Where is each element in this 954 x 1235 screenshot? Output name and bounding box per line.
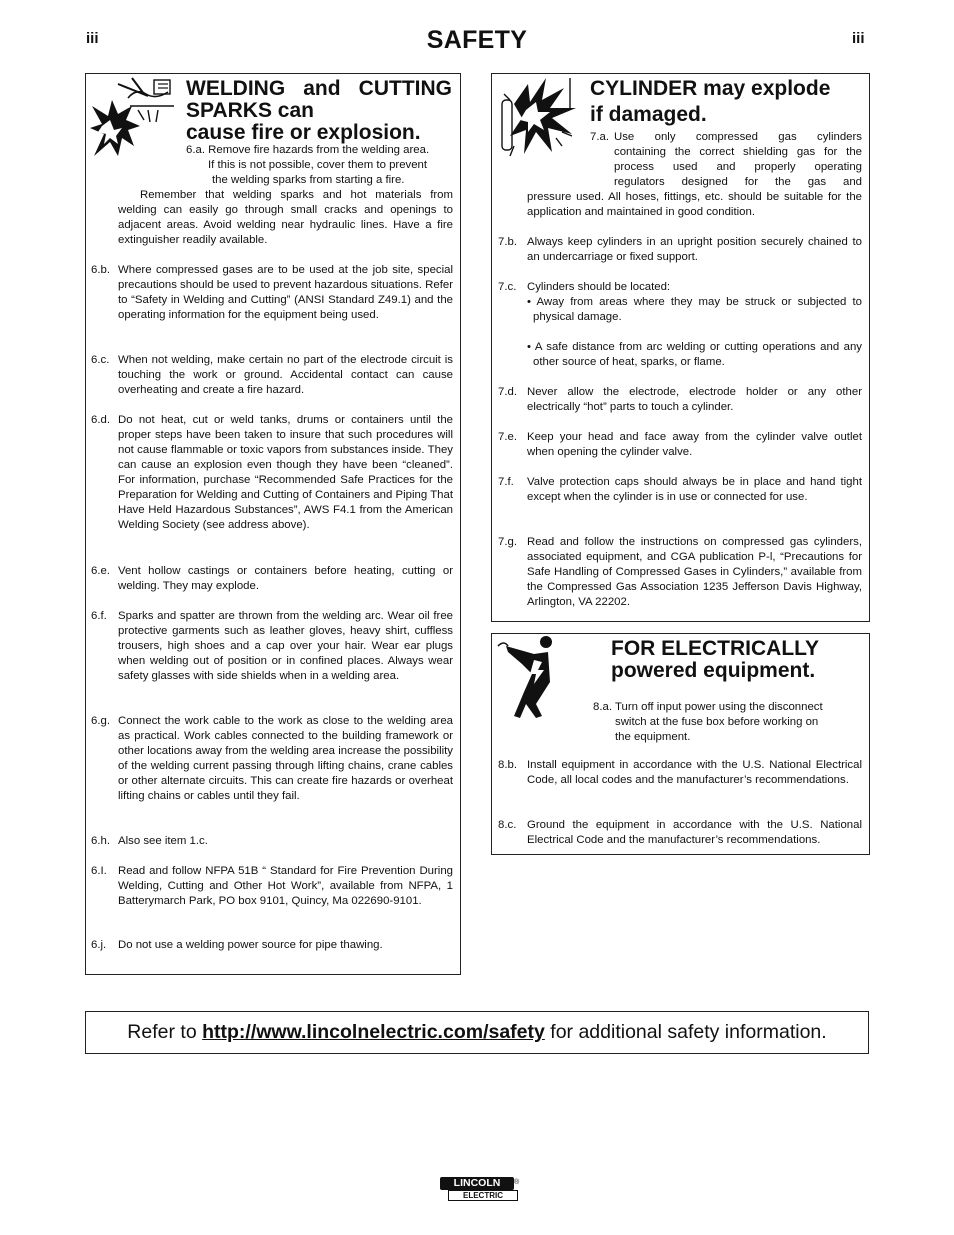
item-6h-number: 6.h. bbox=[91, 835, 110, 847]
item-7a-line-2: containing the correct shielding gas for the bbox=[614, 146, 862, 158]
electrical-heading-line-2: powered equipment. bbox=[611, 659, 816, 682]
item-7g bbox=[498, 535, 862, 610]
item-7e-text: Keep your head and face away from the cylinder valve outlet when opening the cylinder valve. bbox=[527, 431, 862, 458]
item-7d-text: Never allow the electrode, electrode holder or any other electrically “hot” parts to touch a cylinder. bbox=[527, 386, 862, 413]
cylinder-bullet-2: • A safe distance from arc welding or cutting operations and any other source of heat, sparks, or flame. bbox=[527, 341, 862, 368]
item-6f-text: Sparks and spatter are thrown from the welding arc. Wear oil free protective garments such as leather gloves, heavy shirt, cuffless trousers, high shoes and a cap over your hair. Wear ear plugs when welding out of position or in confined places. Always wear safety glasses with side shields when in a welding area. bbox=[118, 610, 453, 682]
item-6f-number: 6.f. bbox=[91, 610, 107, 622]
item-8a-line-3: the equipment. bbox=[615, 731, 691, 743]
item-6g-text: Connect the work cable to the work as close to the welding area as practical. Work cables connected to the building framework or other locations away from the welding area increase the possibility of the welding current passing through lifting chains, crane cables or other alternate circuits. This can create fire hazards or overheat lifting chains or cables until they fail. bbox=[118, 715, 453, 802]
item-6a-line-3: the welding sparks from starting a fire. bbox=[212, 174, 405, 186]
item-6h-text: Also see item 1.c. bbox=[118, 835, 208, 847]
item-6a-rest bbox=[118, 188, 453, 248]
item-6f bbox=[91, 609, 453, 684]
welding-heading bbox=[186, 78, 452, 144]
cylinder-explosion-icon bbox=[494, 74, 584, 164]
logo-registered-mark: ® bbox=[514, 1179, 520, 1186]
item-6a-line-2: If this is not possible, cover them to prevent bbox=[208, 159, 428, 171]
item-6d-number: 6.d. bbox=[91, 414, 110, 426]
item-7c bbox=[498, 280, 862, 295]
lincoln-electric-logo bbox=[440, 1177, 518, 1204]
item-8b-text: Install equipment in accordance with the U.S. National Electrical Code, all local codes and the manufacturer’s recommendations. bbox=[527, 759, 862, 786]
fire-explosion-icon bbox=[88, 76, 184, 158]
item-6d-text: Do not heat, cut or weld tanks, drums or containers until the proper steps have been taken to insure that such procedures will not cause flammable or toxic vapors from substances inside. They can cause an explosion even though they have been “cleaned”. For information, purchase “Recommended Safe Practices for the Preparation for Welding and Cutting of Containers and Piping That Have Held Hazardous Substances”, AWS F4.1 from the American Welding Society (see address above). bbox=[118, 414, 453, 531]
item-6e bbox=[91, 564, 453, 594]
electric-shock-icon bbox=[496, 634, 558, 720]
cylinder-heading-line-2: if damaged. bbox=[590, 103, 707, 126]
item-7a-number: 7.a. bbox=[590, 131, 609, 143]
welding-heading-line-3: cause fire or explosion. bbox=[186, 121, 421, 144]
cylinder-heading bbox=[590, 78, 860, 126]
item-6g-number: 6.g. bbox=[91, 715, 110, 727]
item-7a-line-1: Use only compressed gas cylinders bbox=[614, 131, 862, 143]
item-6b-number: 6.b. bbox=[91, 264, 110, 276]
item-7g-text: Read and follow the instructions on compressed gas cylinders, associated equipment, and CGA publication P-l, “Precautions for Safe Handling of Compressed Gases in Cylinders,” available from the Compressed Gas Association 1235 Jefferson Davis Highway, Arlington, VA 22202. bbox=[527, 536, 862, 608]
item-6h bbox=[91, 834, 453, 849]
item-6i bbox=[91, 864, 453, 909]
item-6i-text: Read and follow NFPA 51B “ Standard for Fire Prevention During Welding, Cutting and Other Hot Work”, available from NFPA, 1 Batterymarch Park, PO box 9101, Quincy, Ma 022690-9101. bbox=[118, 865, 453, 907]
item-7b-number: 7.b. bbox=[498, 236, 517, 248]
item-7b bbox=[498, 235, 862, 265]
item-7c-number: 7.c. bbox=[498, 281, 517, 293]
item-7a-text: pressure used. All hoses, fittings, etc. should be suitable for the application and maintained in good condition. bbox=[527, 191, 862, 218]
item-8b bbox=[498, 758, 862, 788]
item-8c-number: 8.c. bbox=[498, 819, 517, 831]
refer-suffix: for additional safety information. bbox=[544, 1021, 827, 1043]
item-8a bbox=[593, 700, 861, 745]
item-6a-line-1: 6.a. Remove fire hazards from the welding area. bbox=[186, 144, 430, 156]
item-8c-text: Ground the equipment in accordance with the U.S. National Electrical Code and the manufacturer’s recommendations. bbox=[527, 819, 862, 846]
page-number-right: iii bbox=[852, 30, 865, 47]
item-6d bbox=[91, 413, 453, 533]
item-7e-number: 7.e. bbox=[498, 431, 517, 443]
item-7a-line-4: regulators designed for the gas and bbox=[614, 176, 862, 188]
item-8a-line-2: switch at the fuse box before working on bbox=[615, 716, 819, 728]
item-6e-number: 6.e. bbox=[91, 565, 110, 577]
safety-link[interactable]: http://www.lincolnelectric.com/safety bbox=[202, 1021, 545, 1043]
item-6a-intro bbox=[186, 143, 453, 188]
item-7d bbox=[498, 385, 862, 415]
item-7d-number: 7.d. bbox=[498, 386, 517, 398]
item-7g-number: 7.g. bbox=[498, 536, 517, 548]
refer-prefix: Refer to bbox=[127, 1021, 203, 1043]
welding-heading-line-2: SPARKS can bbox=[186, 99, 314, 122]
item-7a-line-3: process used and properly operating bbox=[614, 161, 862, 173]
item-6b bbox=[91, 263, 453, 323]
item-7a-rest bbox=[527, 190, 862, 220]
item-6i-number: 6.I. bbox=[91, 865, 107, 877]
cylinder-bullet-1: • Away from areas where they may be struck or subjected to physical damage. bbox=[527, 296, 862, 323]
item-7c-text: Cylinders should be located: bbox=[527, 281, 671, 293]
page-title: SAFETY bbox=[426, 26, 528, 54]
refer-banner bbox=[85, 1011, 869, 1054]
item-8b-number: 8.b. bbox=[498, 759, 517, 771]
item-6g bbox=[91, 714, 453, 804]
electrical-heading-line-1: FOR ELECTRICALLY bbox=[611, 637, 820, 660]
item-6b-text: Where compressed gases are to be used at the job site, special precautions should be used to prevent hazardous situations. Refer to “Safety in Welding and Cutting” (ANSI Standard Z49.1) and the operating information for the equipment being used. bbox=[118, 264, 453, 321]
item-7f bbox=[498, 475, 862, 505]
welding-heading-word-1: WELDING and CUTTING bbox=[186, 77, 452, 100]
item-8a-line-1: 8.a. Turn off input power using the disconnect bbox=[593, 701, 823, 713]
item-6j-text: Do not use a welding power source for pipe thawing. bbox=[118, 939, 383, 951]
page-number-left: iii bbox=[86, 30, 99, 47]
item-7a bbox=[590, 130, 862, 190]
item-6j bbox=[91, 938, 453, 953]
item-6c bbox=[91, 353, 453, 398]
item-7f-number: 7.f. bbox=[498, 476, 514, 488]
logo-lincoln: LINCOLN bbox=[440, 1177, 514, 1190]
item-6e-text: Vent hollow castings or containers before heating, cutting or welding. They may explode. bbox=[118, 565, 453, 592]
item-7e bbox=[498, 430, 862, 460]
item-6c-number: 6.c. bbox=[91, 354, 110, 366]
item-6c-text: When not welding, make certain no part of the electrode circuit is touching the work or ground. Accidental contact can cause overheating and create a fire hazard. bbox=[118, 354, 453, 396]
item-6a-text: Remember that welding sparks and hot materials from welding can easily go through small cracks and openings to adjacent areas. Avoid welding near hydraulic lines. Have a fire extinguisher readily available. bbox=[118, 189, 453, 246]
logo-electric: ELECTRIC bbox=[448, 1190, 518, 1201]
cylinder-heading-line-1: CYLINDER may explode bbox=[590, 77, 831, 100]
electrical-heading bbox=[611, 638, 861, 682]
item-7b-text: Always keep cylinders in an upright position securely chained to an undercarriage or fixed support. bbox=[527, 236, 862, 263]
item-7f-text: Valve protection caps should always be in place and hand tight except when the cylinder is in use or connected for use. bbox=[527, 476, 862, 503]
item-8c bbox=[498, 818, 862, 848]
item-6j-number: 6.j. bbox=[91, 939, 107, 951]
